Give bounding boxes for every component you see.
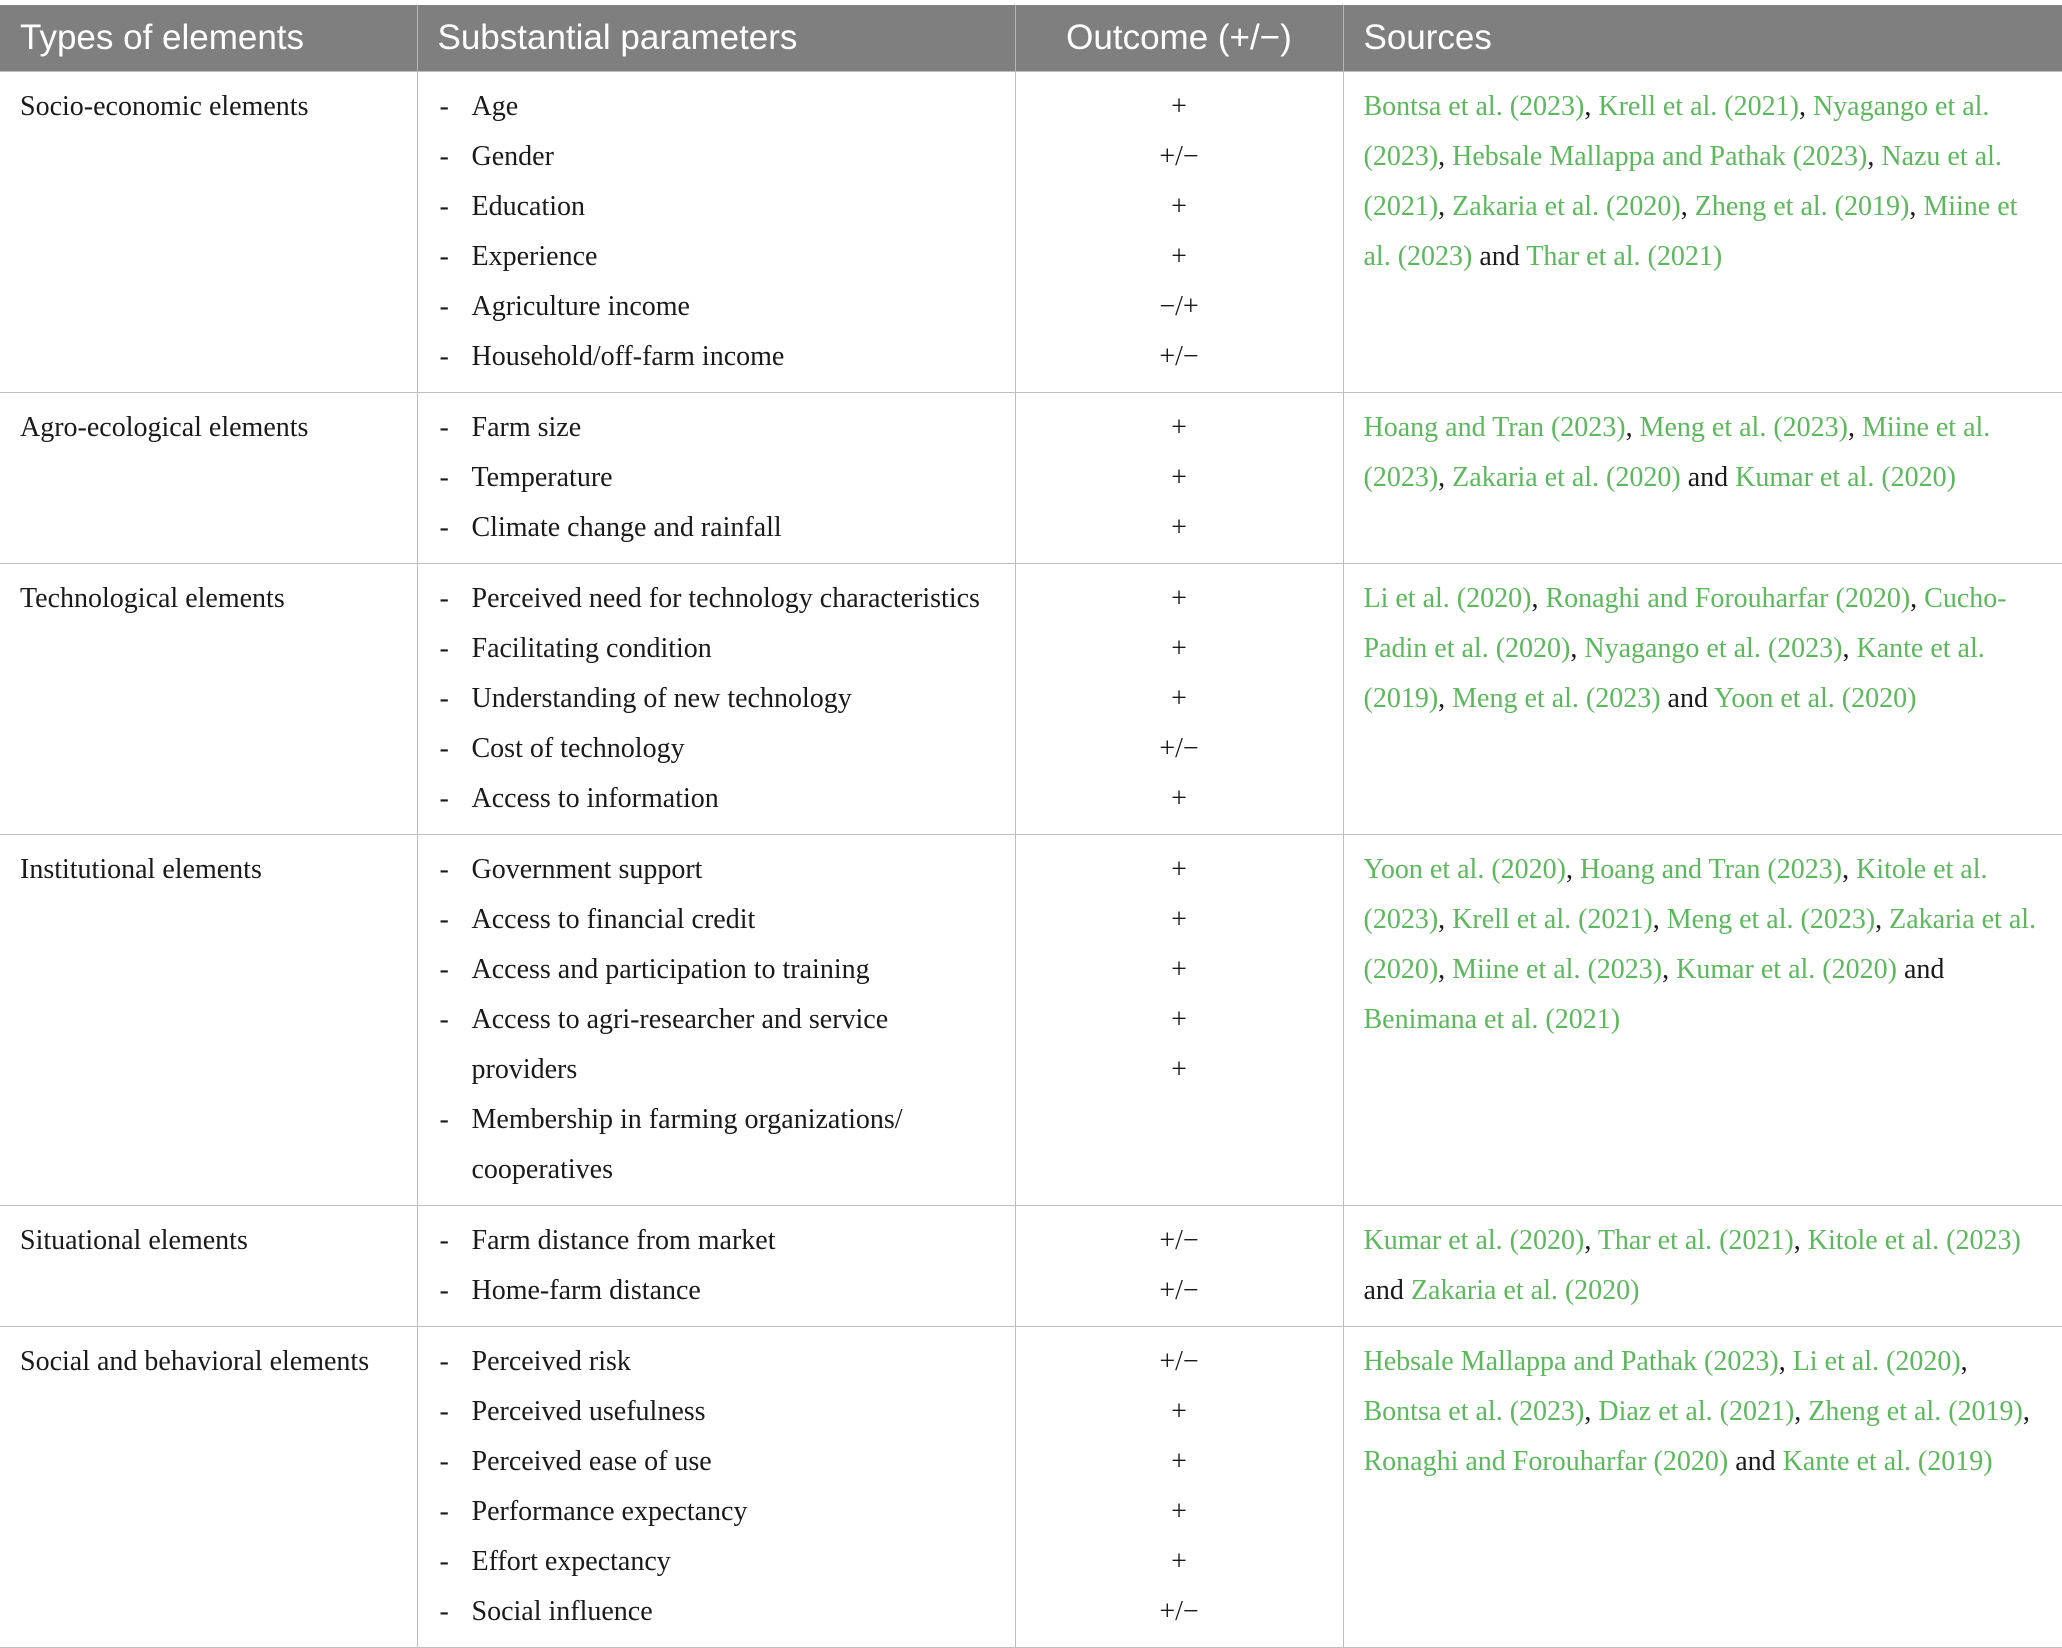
parameters-cell — [417, 564, 1015, 835]
parameter-item: - Access to information — [438, 774, 995, 824]
table-row — [0, 72, 2062, 393]
table-body — [0, 72, 2062, 1648]
outcome-item: + — [1171, 462, 1187, 493]
outcome-cell — [1015, 72, 1343, 393]
source-separator: , — [1794, 1396, 1809, 1427]
outcome-item: −/+ — [1159, 291, 1199, 322]
source-separator: and — [1472, 241, 1527, 272]
outcome-cell — [1015, 564, 1343, 835]
outcome-item: + — [1171, 1446, 1187, 1477]
element-type: Agro-ecological elements — [0, 393, 417, 564]
source-separator: , — [1625, 412, 1640, 443]
outcome-item: + — [1171, 1496, 1187, 1527]
outcome-item: +/− — [1159, 733, 1199, 764]
source-citation-link[interactable]: Yoon et al. (2020) — [1713, 683, 1917, 714]
source-citation-link[interactable]: Zheng et al. (2019) — [1694, 191, 1910, 222]
parameter-item: - Membership in farming organizations/ cooperatives — [438, 1095, 995, 1195]
source-citation-link[interactable]: Thar et al. (2021) — [1526, 241, 1723, 272]
outcome-item: +/− — [1159, 1225, 1199, 1256]
source-citation-link[interactable]: Hebsale Mallappa and Pathak (2023) — [1452, 141, 1868, 172]
source-citation-link[interactable]: Bontsa et al. (2023) — [1363, 91, 1585, 122]
outcome-item: +/− — [1159, 1346, 1199, 1377]
source-citation-link[interactable]: Kante et al. (2019) — [1782, 1446, 1993, 1477]
source-separator: , — [1778, 1346, 1793, 1377]
outcome-cell — [1015, 835, 1343, 1206]
parameter-item: - Cost of technology — [438, 724, 995, 774]
source-citation-link[interactable]: Zakaria et al. (2020) — [1363, 904, 2037, 985]
element-type: Technological elements — [0, 564, 417, 835]
source-citation-link[interactable]: Kumar et al. (2020) — [1363, 1225, 1585, 1256]
source-citation-link[interactable]: Diaz et al. (2021) — [1598, 1396, 1795, 1427]
source-separator: , — [1910, 583, 1925, 614]
parameter-item: - Effort expectancy — [438, 1537, 995, 1587]
outcome-cell — [1015, 1206, 1343, 1327]
parameter-item: - Experience — [438, 232, 995, 282]
outcome-item: + — [1171, 583, 1187, 614]
outcome-item: + — [1171, 1054, 1187, 1085]
source-separator: , — [1793, 1225, 1808, 1256]
source-citation-link[interactable]: Bontsa et al. (2023) — [1363, 1396, 1585, 1427]
table-row — [0, 1327, 2062, 1648]
outcome-item: + — [1171, 91, 1187, 122]
source-citation-link[interactable]: Ronaghi and Forouharfar (2020) — [1363, 1446, 1729, 1477]
parameter-item: - Household/off-farm income — [438, 332, 995, 382]
source-citation-link[interactable]: Miine et al. (2023) — [1363, 191, 2018, 272]
source-citation-link[interactable]: Miine et al. (2023) — [1363, 412, 1991, 493]
source-separator: , — [1584, 1396, 1599, 1427]
source-separator: , — [1909, 191, 1924, 222]
parameter-item: - Understanding of new technology — [438, 674, 995, 724]
outcome-item: +/− — [1159, 341, 1199, 372]
source-citation-link[interactable]: Hebsale Mallappa and Pathak (2023) — [1363, 1346, 1779, 1377]
outcome-item: + — [1171, 191, 1187, 222]
outcome-item: + — [1171, 904, 1187, 935]
parameter-item: - Access to agri-researcher and service providers — [438, 995, 995, 1095]
elements-table — [0, 5, 2062, 1648]
sources-cell — [1343, 393, 2062, 564]
parameter-item: - Perceived risk — [438, 1337, 995, 1387]
outcome-item: + — [1171, 1396, 1187, 1427]
source-citation-link[interactable]: Nyagango et al. (2023) — [1584, 633, 1843, 664]
table-row — [0, 1206, 2062, 1327]
source-separator: , — [1438, 462, 1453, 493]
source-citation-link[interactable]: Kumar et al. (2020) — [1676, 954, 1897, 985]
element-type: Institutional elements — [0, 835, 417, 1206]
source-citation-link[interactable]: Meng et al. (2023) — [1666, 904, 1876, 935]
outcome-item: +/− — [1159, 1596, 1199, 1627]
source-citation-link[interactable]: Nazu et al. (2021) — [1363, 141, 2002, 222]
source-separator: , — [1847, 412, 1862, 443]
parameters-cell — [417, 1206, 1015, 1327]
source-citation-link[interactable]: Meng et al. (2023) — [1639, 412, 1848, 443]
parameter-item: - Temperature — [438, 453, 995, 503]
outcome-item: + — [1171, 512, 1187, 543]
source-citation-link[interactable]: Thar et al. (2021) — [1597, 1225, 1794, 1256]
source-citation-link[interactable]: Ronaghi and Forouharfar (2020) — [1545, 583, 1911, 614]
outcome-item: + — [1171, 412, 1187, 443]
parameter-item: - Climate change and rainfall — [438, 503, 995, 553]
source-citation-link[interactable]: Kitole et al. (2023) — [1363, 854, 1988, 935]
sources-cell — [1343, 835, 2062, 1206]
source-separator: , — [1584, 1225, 1598, 1256]
parameter-item: - Perceived usefulness — [438, 1387, 995, 1437]
parameter-item: - Age — [438, 82, 995, 132]
source-separator: and — [1896, 954, 1945, 985]
source-separator: and — [1728, 1446, 1783, 1477]
source-citation-link[interactable]: Kante et al. (2019) — [1363, 633, 1985, 714]
source-citation-link[interactable]: Miine et al. (2023) — [1452, 954, 1663, 985]
source-separator: , — [1842, 633, 1857, 664]
source-separator: , — [1842, 854, 1857, 885]
source-separator: , — [1960, 1346, 1968, 1377]
source-citation-link[interactable]: Meng et al. (2023) — [1452, 683, 1661, 714]
source-citation-link[interactable]: Krell et al. (2021) — [1598, 91, 1799, 122]
source-citation-link[interactable]: Li et al. (2020) — [1363, 583, 1532, 614]
source-separator: , — [1438, 191, 1453, 222]
source-citation-link[interactable]: Benimana et al. (2021) — [1363, 1004, 1621, 1035]
parameter-item: - Access and participation to training — [438, 945, 995, 995]
header-outcome: Outcome (+/−) — [1015, 5, 1343, 72]
header-types: Types of elements — [0, 5, 417, 72]
source-separator: , — [1565, 854, 1580, 885]
outcome-cell — [1015, 393, 1343, 564]
source-separator: , — [1662, 954, 1677, 985]
source-separator: , — [1438, 954, 1453, 985]
source-separator: , — [1875, 904, 1890, 935]
source-citation-link[interactable]: Hoang and Tran (2023) — [1363, 412, 1626, 443]
source-citation-link[interactable]: Krell et al. (2021) — [1452, 904, 1653, 935]
source-citation-link[interactable]: Zakaria et al. (2020) — [1452, 191, 1681, 222]
element-type: Socio-economic elements — [0, 72, 417, 393]
parameters-cell — [417, 1327, 1015, 1648]
source-citation-link[interactable]: Kitole et al. (2023) — [1807, 1225, 2021, 1256]
parameters-cell — [417, 72, 1015, 393]
source-citation-link[interactable]: Kumar et al. (2020) — [1735, 462, 1956, 493]
parameter-item: - Education — [438, 182, 995, 232]
header-sources: Sources — [1343, 5, 2062, 72]
source-citation-link[interactable]: Hoang and Tran (2023) — [1579, 854, 1843, 885]
source-separator: , — [2022, 1396, 2030, 1427]
table-row — [0, 393, 2062, 564]
source-separator: , — [1680, 191, 1695, 222]
source-citation-link[interactable]: Yoon et al. (2020) — [1363, 854, 1566, 885]
outcome-item: + — [1171, 633, 1187, 664]
sources-cell — [1343, 564, 2062, 835]
element-type: Social and behavioral elements — [0, 1327, 417, 1648]
parameter-item: - Facilitating condition — [438, 624, 995, 674]
outcome-item: + — [1171, 683, 1187, 714]
source-separator: , — [1867, 141, 1882, 172]
outcome-item: +/− — [1159, 141, 1199, 172]
parameter-item: - Performance expectancy — [438, 1487, 995, 1537]
element-type: Situational elements — [0, 1206, 417, 1327]
sources-cell — [1343, 72, 2062, 393]
source-separator: and — [1363, 1275, 1411, 1306]
outcome-item: + — [1171, 783, 1187, 814]
parameter-item: - Perceived need for technology characteristics — [438, 574, 995, 624]
source-separator: and — [1680, 462, 1736, 493]
source-separator: , — [1531, 583, 1546, 614]
parameter-item: - Gender — [438, 132, 995, 182]
outcome-item: + — [1171, 1546, 1187, 1577]
outcome-cell — [1015, 1327, 1343, 1648]
parameter-item: - Perceived ease of use — [438, 1437, 995, 1487]
sources-cell — [1343, 1206, 2062, 1327]
source-citation-link[interactable]: Li et al. (2020) — [1792, 1346, 1961, 1377]
source-separator: , — [1438, 904, 1453, 935]
parameter-item: - Home-farm distance — [438, 1266, 995, 1316]
outcome-item: + — [1171, 241, 1187, 272]
table-row — [0, 564, 2062, 835]
outcome-item: +/− — [1159, 1275, 1199, 1306]
source-citation-link[interactable]: Zakaria et al. (2020) — [1452, 462, 1681, 493]
source-separator: , — [1584, 91, 1599, 122]
header-parameters: Substantial parameters — [417, 5, 1015, 72]
parameter-item: - Farm size — [438, 403, 995, 453]
source-separator: , — [1798, 91, 1813, 122]
outcome-item: + — [1171, 1004, 1187, 1035]
parameter-item: - Access to financial credit — [438, 895, 995, 945]
source-citation-link[interactable]: Nyagango et al. (2023) — [1363, 91, 1990, 172]
source-separator: , — [1652, 904, 1667, 935]
parameters-cell — [417, 393, 1015, 564]
parameter-item: - Agriculture income — [438, 282, 995, 332]
table-row — [0, 835, 2062, 1206]
outcome-item: + — [1171, 954, 1187, 985]
source-citation-link[interactable]: Zakaria et al. (2020) — [1410, 1275, 1640, 1306]
source-separator: and — [1660, 683, 1714, 714]
source-citation-link[interactable]: Zheng et al. (2019) — [1808, 1396, 2023, 1427]
source-separator: , — [1438, 141, 1453, 172]
parameter-item: - Farm distance from market — [438, 1216, 995, 1266]
parameter-item: - Government support — [438, 845, 995, 895]
parameter-item: - Social influence — [438, 1587, 995, 1637]
source-separator: , — [1570, 633, 1585, 664]
outcome-item: + — [1171, 854, 1187, 885]
header-row — [0, 5, 2062, 72]
source-citation-link[interactable]: Cucho-Padin et al. (2020) — [1363, 583, 2007, 664]
source-separator: , — [1438, 683, 1453, 714]
parameters-cell — [417, 835, 1015, 1206]
sources-cell — [1343, 1327, 2062, 1648]
